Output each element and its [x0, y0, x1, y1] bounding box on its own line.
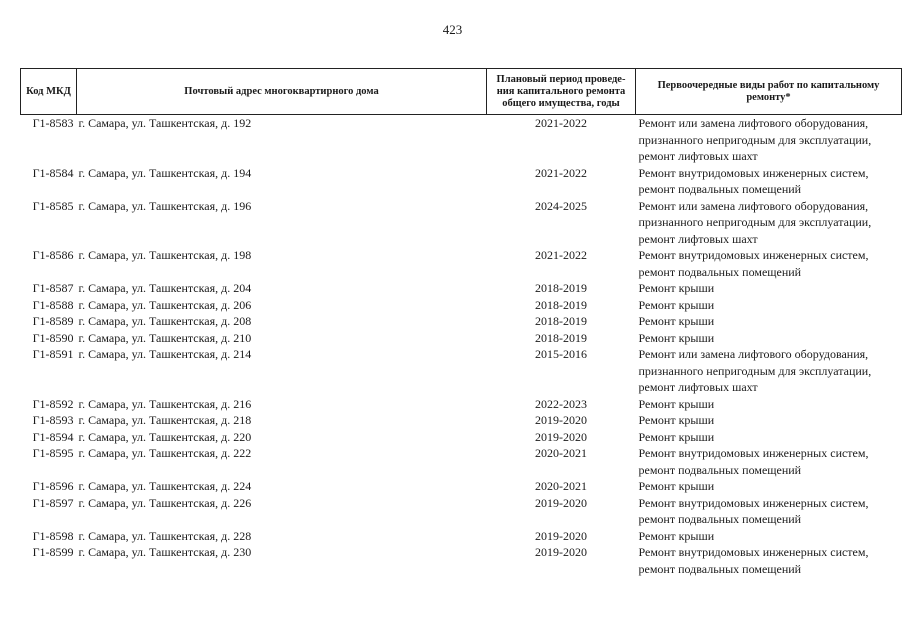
- cell-code: Г1-8599: [32, 545, 74, 559]
- cell-works: [636, 495, 902, 528]
- cell-address: г. Самара, ул. Ташкентская, д. 196: [78, 198, 252, 213]
- cell-works: [636, 528, 902, 545]
- cell-works: [636, 165, 902, 198]
- cell-period: 2021-2022: [535, 248, 587, 262]
- cell-period: 2018-2019: [535, 330, 587, 345]
- table-row: [21, 247, 902, 280]
- cell-address: г. Самара, ул. Ташкентская, д. 224: [78, 479, 252, 493]
- works-line: Ремонт внутридомовых инженерных систем,: [638, 495, 869, 510]
- cell-code: Г1-8584: [32, 165, 74, 180]
- cell-code: Г1-8594: [32, 429, 74, 444]
- cell-works: [636, 297, 902, 314]
- cell-works: [636, 445, 902, 478]
- works-line: Ремонт или замена лифтового оборудования,: [638, 116, 869, 130]
- works-line: Ремонт крыши: [638, 330, 715, 345]
- cell-code: Г1-8589: [32, 314, 74, 328]
- cell-address: г. Самара, ул. Ташкентская, д. 210: [78, 330, 252, 345]
- works-line: ремонт подвальных помещений: [638, 264, 802, 279]
- cell-works: [636, 280, 902, 297]
- header-period-line: общего имущества, годы: [502, 97, 620, 109]
- cell-period: 2021-2022: [535, 116, 587, 130]
- cell-works: [636, 346, 902, 396]
- cell-address: г. Самара, ул. Ташкентская, д. 192: [78, 116, 252, 130]
- works-line: Ремонт крыши: [638, 479, 715, 493]
- table-row: [21, 313, 902, 330]
- cell-code: Г1-8593: [32, 413, 74, 427]
- table-row: [21, 297, 902, 314]
- cell-works: [636, 478, 902, 495]
- works-line: Ремонт или замена лифтового оборудования,: [638, 347, 869, 361]
- table-row: [21, 115, 902, 165]
- table-row: [21, 165, 902, 198]
- works-line: Ремонт крыши: [638, 528, 715, 543]
- works-line: Ремонт крыши: [638, 429, 715, 444]
- works-line: ремонт подвальных помещений: [638, 462, 802, 477]
- cell-code: Г1-8587: [32, 281, 74, 295]
- cell-works: [636, 412, 902, 429]
- cell-code: Г1-8586: [32, 248, 74, 262]
- header-period: [487, 69, 636, 115]
- works-line: Ремонт крыши: [638, 297, 715, 312]
- cell-period: 2022-2023: [535, 396, 587, 411]
- works-line: ремонт подвальных помещений: [638, 512, 802, 526]
- cell-address: г. Самара, ул. Ташкентская, д. 218: [78, 413, 252, 427]
- cell-period: 2021-2022: [535, 165, 587, 180]
- cell-address: г. Самара, ул. Ташкентская, д. 208: [78, 314, 252, 328]
- cell-address: г. Самара, ул. Ташкентская, д. 214: [78, 347, 252, 361]
- works-line: ремонт подвальных помещений: [638, 182, 802, 196]
- works-line: ремонт подвальных помещений: [638, 561, 802, 576]
- cell-works: [636, 429, 902, 446]
- works-line: признанного непригодным для эксплуатации,: [638, 132, 872, 147]
- header-works-line: ремонту*: [746, 91, 791, 103]
- cell-period: 2015-2016: [535, 347, 587, 361]
- cell-period: 2018-2019: [535, 314, 587, 328]
- cell-code: Г1-8585: [32, 198, 74, 213]
- table-header-row: [21, 69, 902, 115]
- cell-period: 2019-2020: [535, 495, 587, 510]
- cell-period: 2018-2019: [535, 281, 587, 295]
- page-number: 423: [442, 22, 463, 37]
- cell-works: [636, 115, 902, 165]
- table-row: [21, 495, 902, 528]
- cell-code: Г1-8590: [32, 330, 74, 345]
- works-line: Ремонт внутридомовых инженерных систем,: [638, 446, 869, 460]
- cell-code: Г1-8595: [32, 446, 74, 460]
- cell-period: 2019-2020: [535, 528, 587, 543]
- cell-address: г. Самара, ул. Ташкентская, д. 216: [78, 396, 252, 411]
- cell-code: Г1-8592: [32, 396, 74, 411]
- cell-period: 2024-2025: [535, 198, 587, 213]
- table-row: [21, 396, 902, 413]
- table-row: [21, 412, 902, 429]
- cell-address: г. Самара, ул. Ташкентская, д. 194: [78, 165, 252, 180]
- table-row: [21, 544, 902, 577]
- cell-period: 2019-2020: [535, 413, 587, 427]
- capital-repair-table: [20, 68, 902, 577]
- cell-code: Г1-8588: [32, 297, 74, 312]
- cell-code: Г1-8596: [32, 479, 74, 493]
- cell-works: [636, 544, 902, 577]
- cell-code: Г1-8583: [32, 116, 74, 130]
- cell-works: [636, 198, 902, 248]
- table-row: [21, 198, 902, 248]
- cell-code: Г1-8591: [32, 347, 74, 361]
- works-line: Ремонт или замена лифтового оборудования,: [638, 198, 869, 213]
- table-row: [21, 445, 902, 478]
- works-line: Ремонт крыши: [638, 314, 715, 328]
- table-row: [21, 330, 902, 347]
- table-row: [21, 346, 902, 396]
- works-line: Ремонт крыши: [638, 413, 715, 427]
- cell-period: 2019-2020: [535, 429, 587, 444]
- cell-works: [636, 330, 902, 347]
- cell-address: г. Самара, ул. Ташкентская, д. 226: [78, 495, 252, 510]
- cell-code: Г1-8598: [32, 528, 74, 543]
- works-line: Ремонт внутридомовых инженерных систем,: [638, 165, 869, 180]
- header-works-line: Первоочередные виды работ по капитальному: [657, 79, 880, 91]
- header-period-line: ния капитального ремонта: [496, 85, 626, 97]
- cell-address: г. Самара, ул. Ташкентская, д. 220: [78, 429, 252, 444]
- works-line: Ремонт внутридомовых инженерных систем,: [638, 248, 869, 262]
- works-line: Ремонт крыши: [638, 281, 715, 295]
- table-row: [21, 528, 902, 545]
- header-works: [636, 69, 902, 115]
- cell-code: Г1-8597: [32, 495, 74, 510]
- works-line: Ремонт внутридомовых инженерных систем,: [638, 545, 869, 559]
- table-body: [21, 115, 902, 578]
- cell-period: 2019-2020: [535, 545, 587, 559]
- cell-period: 2018-2019: [535, 297, 587, 312]
- cell-period: 2020-2021: [535, 479, 587, 493]
- cell-period: 2020-2021: [535, 446, 587, 460]
- cell-address: г. Самара, ул. Ташкентская, д. 198: [78, 248, 252, 262]
- cell-address: г. Самара, ул. Ташкентская, д. 222: [78, 446, 252, 460]
- works-line: ремонт лифтовых шахт: [638, 231, 758, 246]
- works-line: признанного непригодным для эксплуатации,: [638, 215, 872, 229]
- cell-works: [636, 396, 902, 413]
- table-row: [21, 280, 902, 297]
- cell-address: г. Самара, ул. Ташкентская, д. 228: [78, 528, 252, 543]
- cell-address: г. Самара, ул. Ташкентская, д. 206: [78, 297, 252, 312]
- header-period-line: Плановый период проведе-: [496, 73, 626, 85]
- table-row: [21, 478, 902, 495]
- cell-works: [636, 313, 902, 330]
- cell-address: г. Самара, ул. Ташкентская, д. 204: [78, 281, 252, 295]
- header-code: Код МКД: [21, 69, 77, 115]
- cell-works: [636, 247, 902, 280]
- works-line: ремонт лифтовых шахт: [638, 149, 758, 163]
- cell-address: г. Самара, ул. Ташкентская, д. 230: [78, 545, 252, 559]
- table-row: [21, 429, 902, 446]
- works-line: ремонт лифтовых шахт: [638, 380, 758, 394]
- works-line: Ремонт крыши: [638, 396, 715, 411]
- header-address: Почтовый адрес многоквартирного дома: [77, 69, 487, 115]
- works-line: признанного непригодным для эксплуатации,: [638, 363, 872, 378]
